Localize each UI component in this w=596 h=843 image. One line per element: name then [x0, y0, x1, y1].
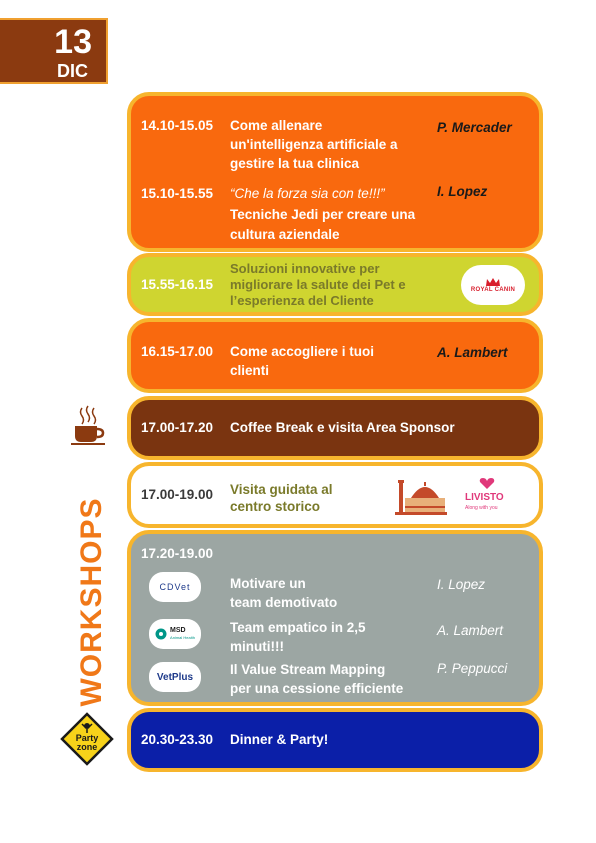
talk-title-line: cultura aziendale — [230, 227, 340, 242]
workshops-label-text: WORKSHOPS — [75, 497, 108, 707]
workshop-title-line: minuti!!! — [230, 639, 284, 654]
sponsor-title-line: l’esperienza del Cliente — [230, 293, 374, 308]
cdvet-logo-text: CDVet — [159, 582, 191, 592]
livisto-logo — [465, 478, 513, 518]
workshop-speaker: I. Lopez — [437, 577, 486, 592]
dinner-block — [127, 708, 543, 772]
cdvet-logo — [149, 572, 201, 602]
workshop-title-line: team demotivato — [230, 595, 338, 610]
tour-title-line: centro storico — [230, 499, 321, 514]
crown-icon — [485, 277, 501, 287]
party-zone-text: zone — [76, 742, 98, 752]
talk-time: 16.15-17.00 — [141, 344, 214, 359]
tour-time: 17.00-19.00 — [141, 487, 214, 502]
sponsor-title-line: migliorare la salute dei Pet e — [230, 277, 406, 292]
workshop-title-line: Team empatico in 2,5 — [230, 620, 366, 635]
workshop-speaker: A. Lambert — [437, 623, 504, 638]
talk-quote: “Che la forza sia con te!!!” — [230, 186, 385, 201]
dinner-title: Dinner & Party! — [230, 732, 329, 747]
coffee-time: 17.00-17.20 — [141, 420, 214, 435]
talk-title-line: Tecniche Jedi per creare una — [230, 207, 416, 222]
party-zone-text: Party — [75, 733, 99, 743]
sponsor-time: 15.55-16.15 — [141, 277, 214, 292]
talk-title-line: Come allenare — [230, 118, 323, 133]
vetplus-logo-text: VetPlus — [156, 671, 194, 683]
msd-logo-sub: Animal Health — [170, 635, 195, 640]
workshop-speaker: P. Peppucci — [437, 661, 508, 676]
date-day: 13 — [54, 23, 92, 61]
session-block-1 — [127, 92, 543, 252]
msd-logo-text: MSD — [170, 627, 186, 634]
workshops-label — [72, 497, 112, 707]
date-badge — [0, 18, 108, 84]
talk-speaker: P. Mercader — [437, 120, 512, 135]
city-tour-block — [127, 462, 543, 528]
session-block-2 — [127, 318, 543, 393]
talk-speaker: A. Lambert — [437, 345, 508, 360]
talk-title-line: gestire la tua clinica — [230, 156, 360, 171]
livisto-logo-text: LIVISTO — [465, 492, 504, 503]
livisto-heart-icon — [479, 478, 495, 490]
date-month: DIC — [57, 61, 88, 81]
coffee-cup-icon — [70, 404, 106, 446]
talk-title-line: Come accogliere i tuoi — [230, 344, 375, 359]
talk-speaker: I. Lopez — [437, 184, 488, 199]
msd-logo — [149, 619, 201, 649]
coffee-break-block — [127, 396, 543, 460]
tour-title-line: Visita guidata al — [230, 482, 333, 497]
dinner-time: 20.30-23.30 — [141, 732, 214, 747]
workshops-block — [127, 530, 543, 706]
workshop-title-line: Motivare un — [230, 576, 306, 591]
talk-time: 14.10-15.05 — [141, 118, 214, 133]
royal-canin-logo — [461, 265, 525, 305]
florence-duomo-illustration — [395, 476, 447, 516]
talk-time: 15.10-15.55 — [141, 186, 214, 201]
workshop-title-line: per una cessione efficiente — [230, 681, 404, 696]
workshops-time: 17.20-19.00 — [141, 546, 214, 561]
coffee-title: Coffee Break e visita Area Sponsor — [230, 420, 455, 435]
talk-title-line: clienti — [230, 363, 270, 378]
vetplus-logo — [149, 662, 201, 692]
sponsor-title-line: Soluzioni innovative per — [230, 261, 380, 276]
royal-canin-logo-text: ROYAL CANIN — [470, 287, 516, 293]
livisto-tagline: Along with you — [465, 505, 498, 511]
sponsor-block — [127, 253, 543, 316]
msd-emblem-icon — [155, 628, 167, 640]
talk-title-line: un'intelligenza artificiale a — [230, 137, 398, 152]
workshop-title-line: Il Value Stream Mapping — [230, 662, 386, 677]
party-zone-sign — [60, 712, 114, 766]
